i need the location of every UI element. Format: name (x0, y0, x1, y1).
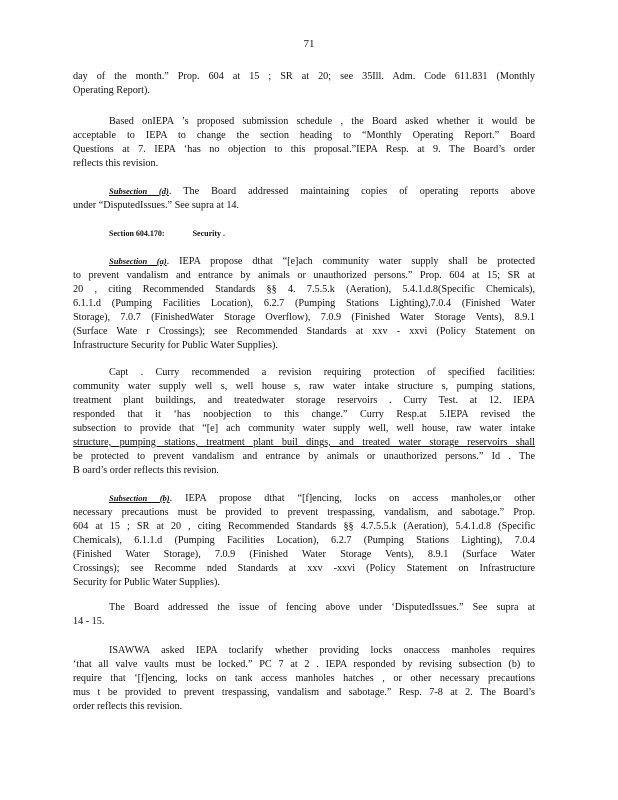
text-line: (Finished Water Storage), 7.0.9 (Finished Water Storage Vents), 8.9.1 (Surface Water (73, 549, 535, 560)
paragraph-curry (73, 366, 535, 478)
text-line: Chemicals), 6.1.1.d (Pumping Facilities Location), 6.2.7 (Pumping Stations Lighting), 7.0.4 (73, 535, 535, 546)
page-number: 71 (303, 38, 315, 50)
text-line: require that ‘[f]encing, locks on tank access manholes hatches , or other necessary precautions (73, 673, 535, 684)
subsection-label: Subsection (d) (109, 186, 169, 196)
text-line: Questions at 7. IEPA ‘has no objection to this proposal.”IEPA Resp. at 9. The Board’s order (73, 144, 535, 155)
text-line: day of the month.” Prop. 604 at 15 ; SR at 20; see 35Ill. Adm. Code 611.831 (Monthly (73, 71, 535, 82)
paragraph-continuation (73, 70, 535, 98)
text-line: community water supply well s, well house s, raw water intake structure s, pumping stations, (73, 381, 535, 392)
section-number: Section 604.170: (109, 229, 165, 238)
text-line: The Board addressed the issue of fencing above under ‘DisputedIssues.” See supra at (109, 602, 535, 613)
text-line: Based onIEPA ’s proposed submission schedule , the Board asked whether it would be (109, 116, 535, 127)
text-line: under “DisputedIssues.” See supra at 14. (73, 200, 240, 211)
paragraph-fencing (73, 601, 535, 629)
text-line: 604 at 15 ; SR at 20 , citing Recommended Standards §§ 4.7.5.5.k (Aeration), 5.4.1.d.8 (Specific (73, 521, 535, 532)
text-line: subsection to provide that “[e] ach community water supply well, well house, raw water intake (73, 423, 535, 434)
text-line: Storage), 7.0.7 (FinishedWater Storage Overflow), 7.0.9 (Finished Water Storage Vents), 8.9.1 (73, 312, 535, 323)
paragraph-subsection-b (73, 491, 535, 590)
text-line: B oard’s order reflects this revision. (73, 465, 219, 476)
text-line: necessary precautions must be provided to prevent trespassing, vandalism, and sabotage.” Prop. (73, 507, 535, 518)
text-line (73, 254, 535, 269)
text-line: Infrastructure Security for Public Water Supplies). (73, 340, 278, 351)
text-fragment: . IEPA propose dthat “[f]encing, locks on access manholes,or other (169, 493, 535, 504)
text-line: order reflects this revision. (73, 701, 183, 712)
text-line: 20 , citing Recommended Standards §§ 4. 7.5.5.k (Aeration), 5.4.1.d.8(Specific Chemicals), (73, 284, 535, 295)
text-line: ‘that all valve vaults must be locked.” PC 7 at 2 . IEPA responded by revising subsection (b) to (73, 659, 535, 670)
text-fragment: . IEPA propose dthat “[e]ach community water supply shall be protected (166, 256, 536, 267)
text-line: Capt . Curry recommended a revision requiring protection of specified facilities: (109, 367, 535, 378)
text-line: responded that it ‘has noobjection to this change.” Curry Resp.at 5.IEPA revised the (73, 409, 535, 420)
text-line: be protected to prevent vandalism and entrance by animals or unauthorized persons.” Id . The (73, 451, 535, 462)
text-line: Crossings); see Recomme nded Standards at xxv -xxvi (Policy Statement on Infrastructure (73, 563, 535, 574)
text-line: treatment plant buildings, and treatedwater storage reservoirs . Curry Test. at 12. IEPA (73, 395, 535, 406)
text-line: 14 - 15. (73, 616, 105, 627)
text-line: ISAWWA asked IEPA toclarify whether providing locks onaccess manholes requires (109, 645, 535, 656)
text-line: Operating Report). (73, 85, 150, 96)
text-line: reflects this revision. (73, 158, 159, 169)
text-line: mus t be provided to prevent trespassing, vandalism and sabotage.” Resp. 7-8 at 2. The Board’s (73, 687, 535, 698)
text-line: acceptable to IEPA to change the section heading to “Monthly Operating Report.” Board (73, 130, 535, 141)
paragraph-subsection-d (73, 184, 535, 213)
text-line: to prevent vandalism and entrance by animals or unauthorized persons.” Prop. 604 at 15; SR at (73, 270, 535, 281)
subsection-label: Subsection (a) (109, 256, 167, 266)
section-heading (109, 229, 253, 238)
subsection-label: Subsection (b) (109, 493, 170, 503)
text-fragment: . The Board addressed maintaining copies of operating reports above (168, 186, 536, 197)
text-line: Security for Public Water Supplies). (73, 577, 220, 588)
section-title: Security . (192, 229, 225, 238)
paragraph-subsection-a (73, 254, 535, 353)
text-line (73, 184, 535, 199)
text-line: structure, pumping stations, treatment plant buil dings, and treated water storage reservoirs shall (73, 437, 535, 448)
text-line: (Surface Wate r Crossings); see Recommended Standards at xxv - xxvi (Policy Statement on (73, 326, 535, 337)
paragraph-isawwa (73, 644, 535, 714)
text-line (73, 491, 535, 506)
text-line: 6.1.1.d (Pumping Facilities Location), 6.2.7 (Pumping Stations Lighting),7.0.4 (Finished Water (73, 298, 535, 309)
paragraph-schedule (73, 115, 535, 171)
